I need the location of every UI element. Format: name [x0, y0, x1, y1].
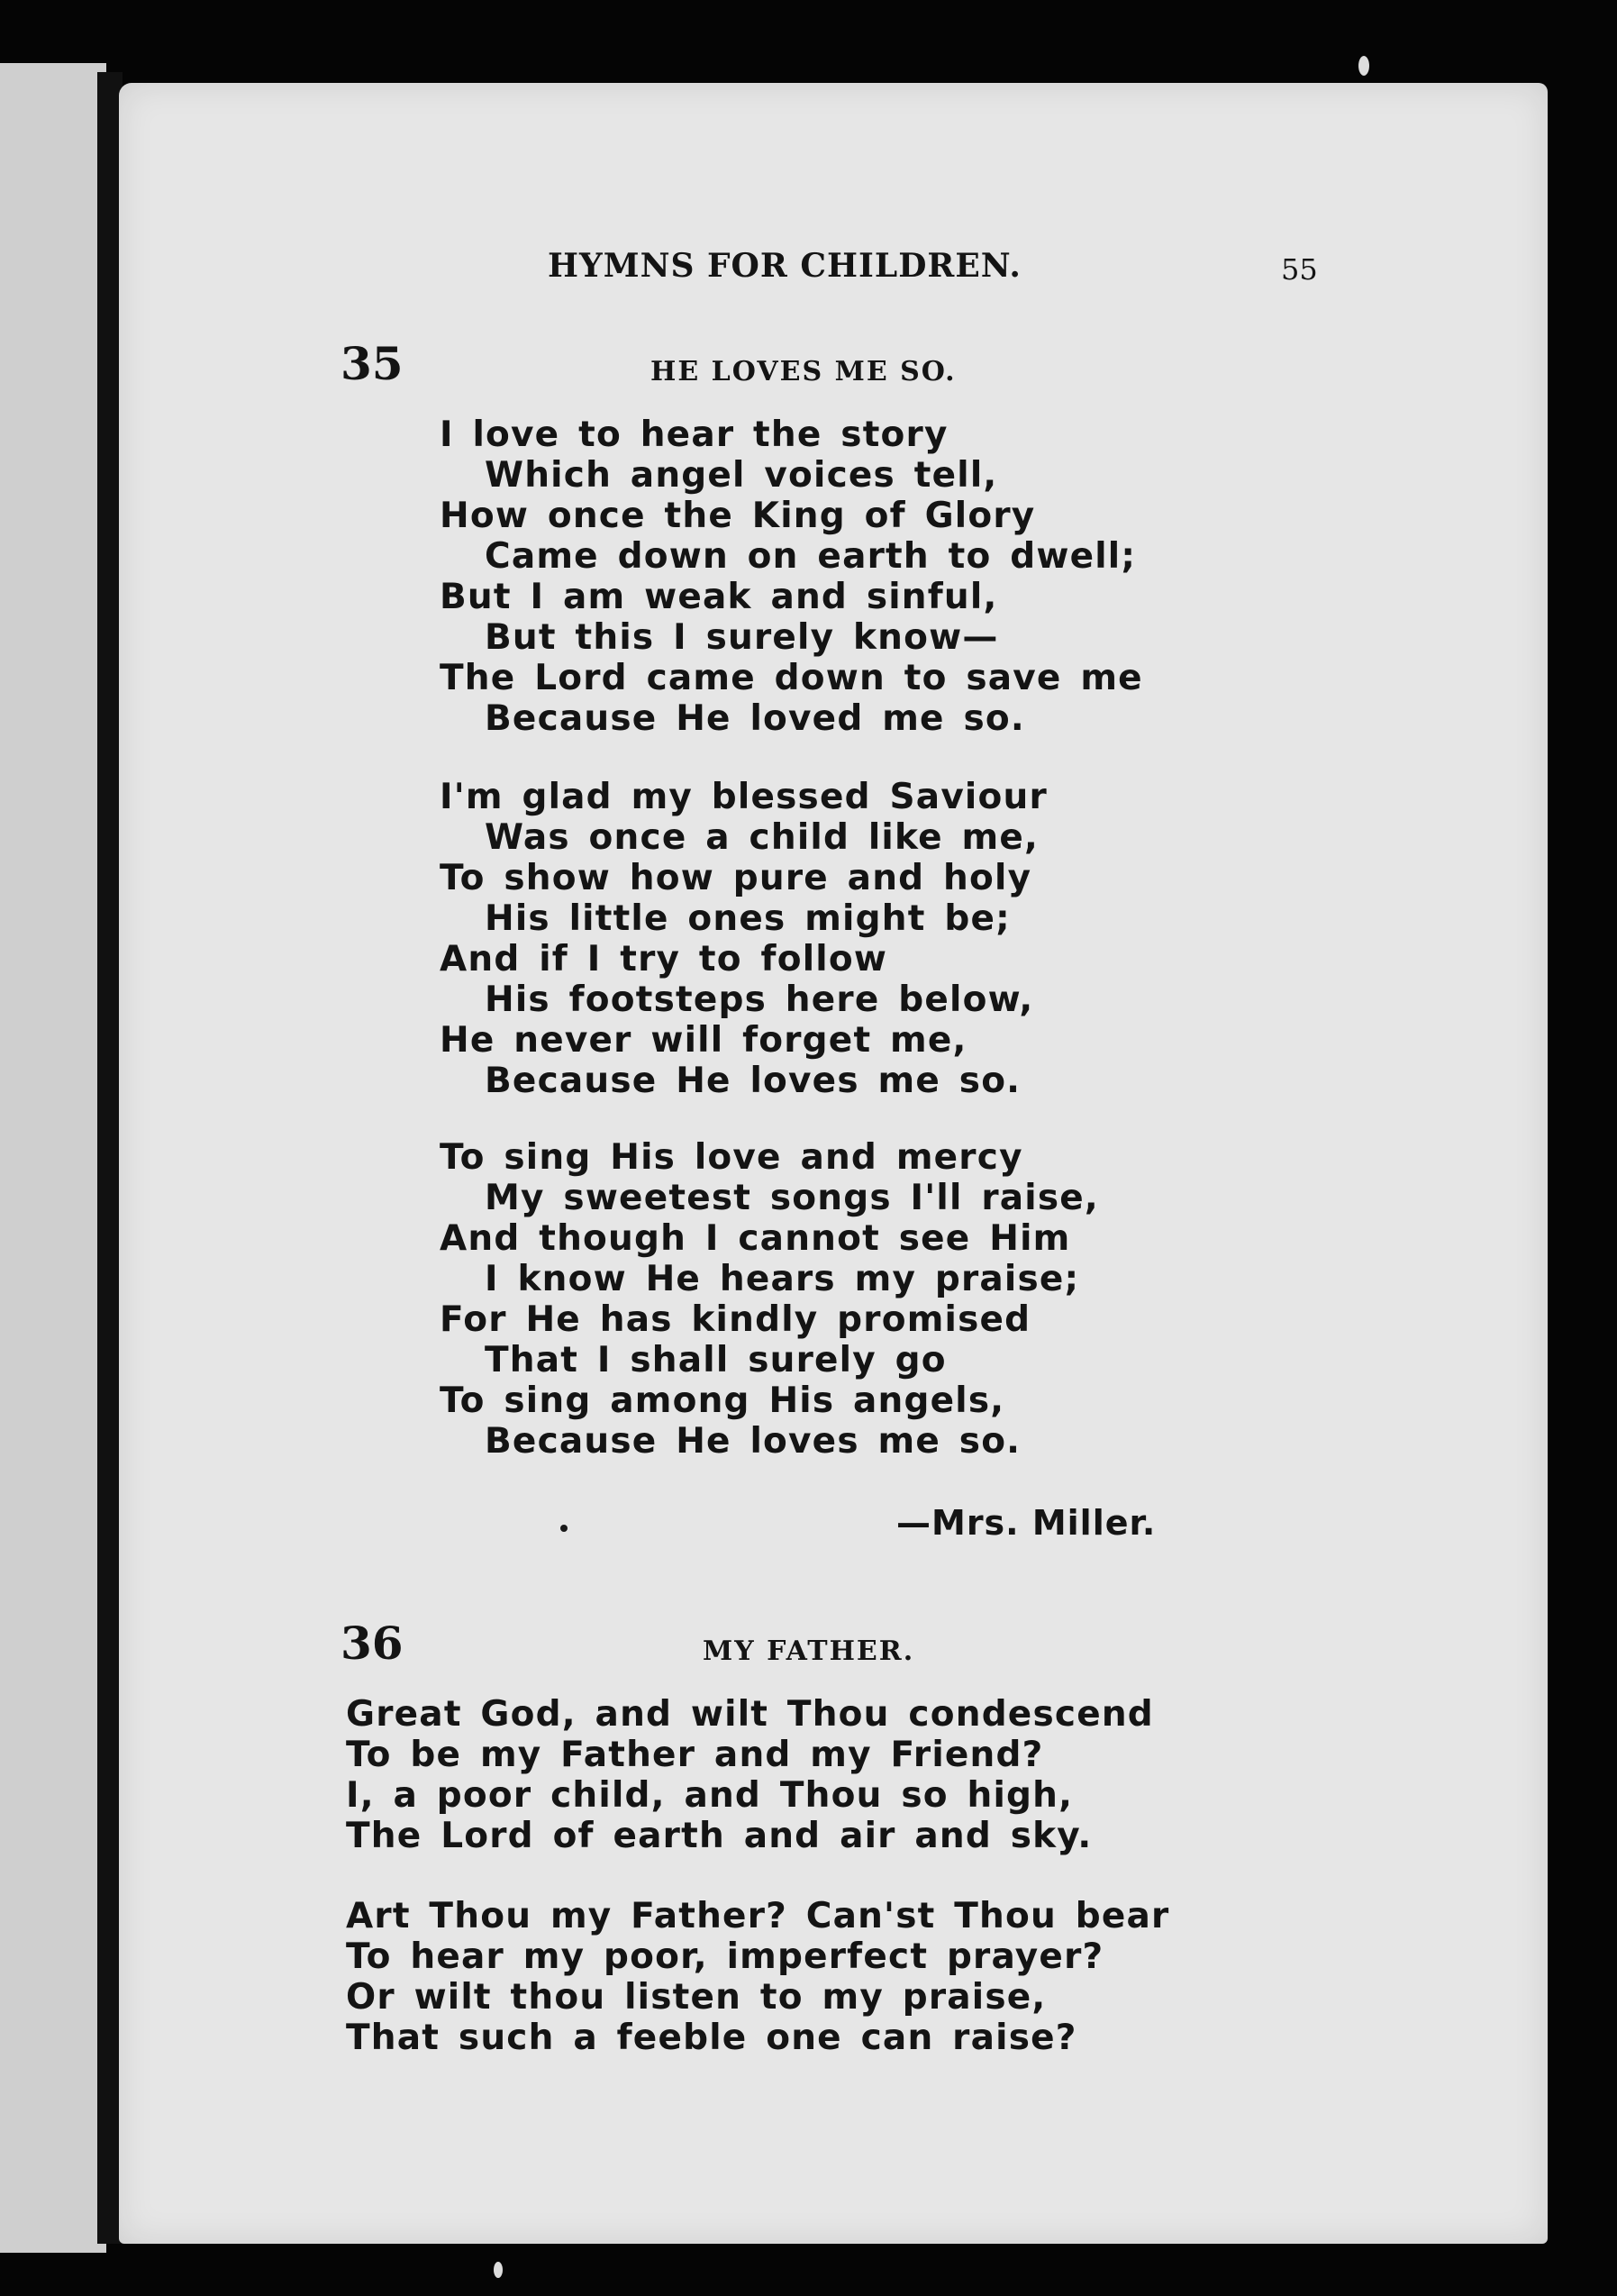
running-head: HYMNS FOR CHILDREN.: [548, 247, 1022, 285]
verse-line: Came down on earth to dwell;: [485, 536, 1137, 577]
verse-line: I love to hear the story: [440, 415, 949, 455]
verse-line: The Lord came down to save me: [440, 658, 1143, 698]
hymn-number: 36: [341, 1617, 404, 1670]
scan-speck: [1358, 56, 1369, 76]
verse-line: That such a feeble one can raise?: [346, 2018, 1077, 2058]
hymn-attribution: —Mrs. Miller.: [896, 1503, 1157, 1543]
verse-line: I know He hears my praise;: [485, 1259, 1080, 1299]
verse-line: And if I try to follow: [440, 939, 888, 979]
verse-line: His footsteps here below,: [485, 979, 1034, 1020]
verse-line: My sweetest songs I'll raise,: [485, 1178, 1099, 1218]
verse-line: But I am weak and sinful,: [440, 577, 998, 617]
verse-line: I'm glad my blessed Saviour: [440, 777, 1048, 817]
verse-line: He never will forget me,: [440, 1020, 967, 1061]
verse-line: Because He loved me so.: [485, 698, 1025, 739]
verse-line: To sing among His angels,: [440, 1380, 1005, 1421]
stanza: [346, 1694, 1154, 1856]
facing-page-edge: [0, 63, 106, 2253]
verse-line: That I shall surely go: [485, 1340, 947, 1380]
stanza: [346, 1896, 1169, 2058]
stanza: [440, 777, 1048, 1101]
stanza: [440, 1137, 1099, 1462]
verse-line: To be my Father and my Friend?: [346, 1735, 1044, 1775]
verse-line: Was once a child like me,: [485, 817, 1040, 858]
hymn-title: MY FATHER.: [703, 1635, 915, 1667]
verse-line: Art Thou my Father? Can'st Thou bear: [346, 1896, 1170, 1936]
verse-line: Or wilt thou listen to my praise,: [346, 1977, 1047, 2018]
verse-line: Which angel voices tell,: [485, 455, 998, 496]
scan-speck: [560, 1525, 568, 1532]
hymn-number: 35: [341, 337, 404, 390]
verse-line: The Lord of earth and air and sky.: [346, 1816, 1093, 1856]
scan-speck: [494, 2262, 503, 2278]
stanza: [440, 415, 1143, 739]
verse-line: I, a poor child, and Thou so high,: [346, 1775, 1074, 1816]
verse-line: His little ones might be;: [485, 898, 1011, 939]
verse-line: Because He loves me so.: [485, 1421, 1022, 1462]
verse-line: For He has kindly promised: [440, 1299, 1031, 1340]
verse-line: And though I cannot see Him: [440, 1218, 1071, 1259]
verse-line: To show how pure and holy: [440, 858, 1032, 898]
verse-line: Great God, and wilt Thou condescend: [346, 1694, 1154, 1735]
verse-line: To hear my poor, imperfect prayer?: [346, 1936, 1104, 1977]
hymn-title: HE LOVES ME SO.: [650, 356, 957, 387]
verse-line: To sing His love and mercy: [440, 1137, 1023, 1178]
verse-line: Because He loves me so.: [485, 1061, 1022, 1101]
page-number: 55: [1281, 252, 1318, 287]
verse-line: How once the King of Glory: [440, 496, 1036, 536]
verse-line: But this I surely know—: [485, 617, 999, 658]
